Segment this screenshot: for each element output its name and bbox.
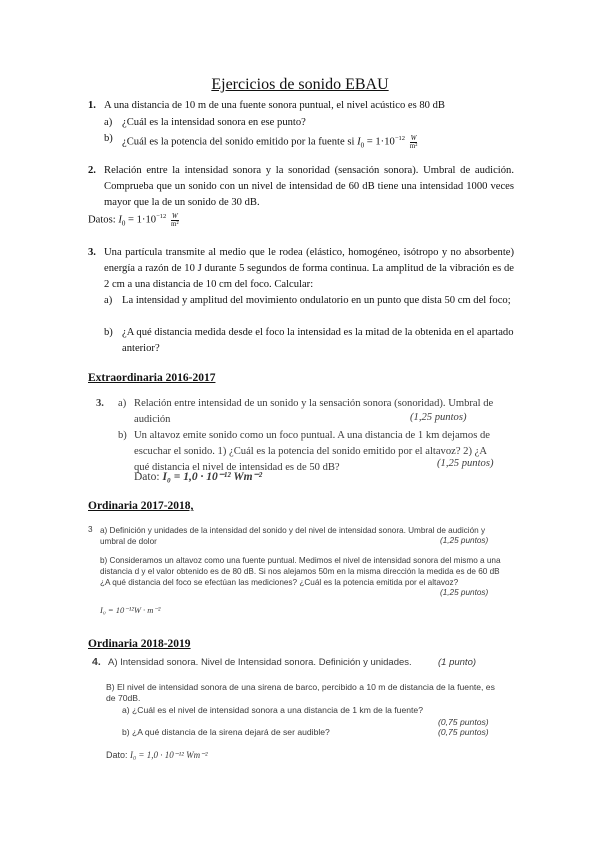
s1-b-points: (1,25 puntos) — [437, 458, 494, 469]
s2-a-points: (1,25 puntos) — [440, 536, 489, 545]
s2-b-text: b) Consideramos un altavoz como una fuente puntual. Medimos el nivel de intensidad sonora del mismo a una distancia d y el valor obtenido es de 80 dB. Si nos alejamos 50m en la misma dirección la medida es de 60 dB ¿A qué distancia del foco se efectúan las mediciones? ¿Cuál es la potencia emitida por el altavoz? — [100, 556, 501, 587]
s3-bb-text: b) ¿A qué distancia de la sirena dejará de ser audible? — [122, 727, 330, 737]
section-heading-2016-2017: Extraordinaria 2016-2017 — [88, 372, 216, 384]
s2-number: 3 — [88, 525, 93, 534]
s3-number: 4. — [92, 656, 101, 668]
q1-b-label: b) — [104, 133, 113, 144]
s3-a-text: A) Intensidad sonora. Nivel de Intensidad sonora. Definición y unidades. — [108, 657, 412, 668]
q1-b-unit-den: m² — [409, 141, 418, 150]
q1-b-var: I — [357, 136, 361, 148]
q2-unit — [171, 213, 179, 228]
q3-a-label: a) — [104, 295, 113, 306]
q1-number: 1. — [88, 100, 96, 111]
s2-a-text: a) Definición y unidades de la intensidad del sonido y del nivel de intensidad sonora. Umbral de audición y umbral de dolor — [100, 526, 486, 546]
s3-data-formula: I₀ = 1,0 · 10⁻¹² Wm⁻² — [130, 750, 208, 760]
s3-data-label: Dato: — [106, 750, 128, 760]
q3-b-label: b) — [104, 327, 113, 338]
s3-a-points: (1 punto) — [438, 657, 477, 668]
s1-data-formula: I₀ = 1,0 · 10⁻¹² Wm⁻² — [162, 471, 263, 483]
q2-data — [88, 209, 179, 232]
section-heading-2018-2019: Ordinaria 2018-2019 — [88, 638, 191, 650]
q1-b-unit — [410, 135, 418, 150]
s1-a-label: a) — [118, 398, 127, 409]
q1-a-text: ¿Cuál es la intensidad sonora en ese punto? — [122, 117, 306, 128]
q3-a-text: La intensidad y amplitud del movimiento ondulatorio en un punto que dista 50 cm del foco; — [122, 295, 511, 306]
s3-ba-points: (0,75 puntos) — [438, 717, 489, 727]
s1-number: 3. — [96, 398, 104, 409]
s2-data-formula: I₀ = 10⁻¹²W · m⁻² — [100, 605, 161, 615]
q2-unit-num: W — [171, 211, 178, 220]
s1-a-points: (1,25 puntos) — [410, 412, 467, 423]
s1-data — [134, 469, 262, 485]
q1-b-unit-num: W — [410, 133, 417, 142]
q1-b-text: ¿Cuál es la potencia del sonido emitido por la fuente si — [122, 136, 355, 148]
s1-b-label: b) — [118, 430, 127, 441]
q2-sub: 0 — [121, 219, 126, 228]
s2-b-points: (1,25 puntos) — [440, 588, 489, 597]
q2-eq: = 1·10 — [128, 214, 157, 226]
s1-b-text: Un altavoz emite sonido como un foco puntual. A una distancia de 1 km dejamos de escuchar el sonido. 1) ¿Cuál es la potencia del sonido emitido por el altavoz? 2) ¿A qué distancia el nivel de intensidad es de 50 dB? — [134, 430, 490, 473]
q1-b-eq: = 1·10 — [366, 136, 395, 148]
q3-b-text: ¿A qué distancia medida desde el foco la intensidad es la mitad de la obtenida en el apartado anterior? — [122, 327, 514, 354]
s3-b-text: B) El nivel de intensidad sonora de una sirena de barco, percibido a 10 m de distancia de la fuente, es de 70dB. — [106, 682, 495, 703]
q2-exp: −12 — [156, 213, 167, 220]
s3-bb-points: (0,75 puntos) — [438, 727, 489, 737]
q2-data-label: Datos: — [88, 214, 116, 226]
s1-a-text: Relación entre intensidad de un sonido y la sensación sonora (sonoridad). Umbral de audición — [134, 398, 494, 425]
section-heading-2017-2018: Ordinaria 2017-2018, — [88, 500, 194, 512]
page-title: Ejercicios de sonido EBAU — [211, 76, 389, 93]
q1-text: A una distancia de 10 m de una fuente sonora puntual, el nivel acústico es 80 dB — [104, 100, 445, 111]
s3-data — [106, 750, 208, 761]
q1-b-sub: 0 — [360, 141, 365, 150]
q1-b-line — [122, 131, 417, 154]
q1-a-label: a) — [104, 117, 113, 128]
q3-text: Una partícula transmite al medio que le rodea (elástico, homogéneo, isótropo y no absorbente) energía a razón de 10 J durante 5 segundos de forma continua. La amplitud de la vibración es de 2 cm a una distancia de 10 cm del foco. Calcular: — [104, 247, 514, 290]
q3-number: 3. — [88, 247, 96, 258]
s2-data — [100, 605, 160, 616]
q1-b-exp: −12 — [394, 135, 405, 142]
s3-ba-text: a) ¿Cuál es el nivel de intensidad sonora a una distancia de 1 km de la fuente? — [122, 705, 423, 715]
q2-text: Relación entre la intensidad sonora y la sonoridad (sensación sonora). Umbral de audición. Comprueba que un sonido con un nivel de intensidad de 60 dB tiene una intensidad 1000 veces mayor que la de un sonido de 30 dB. — [104, 165, 514, 208]
q2-var: I — [118, 214, 122, 226]
q2-unit-den: m² — [171, 219, 179, 228]
s1-data-label: Dato: — [134, 471, 160, 483]
q2-number: 2. — [88, 165, 96, 176]
